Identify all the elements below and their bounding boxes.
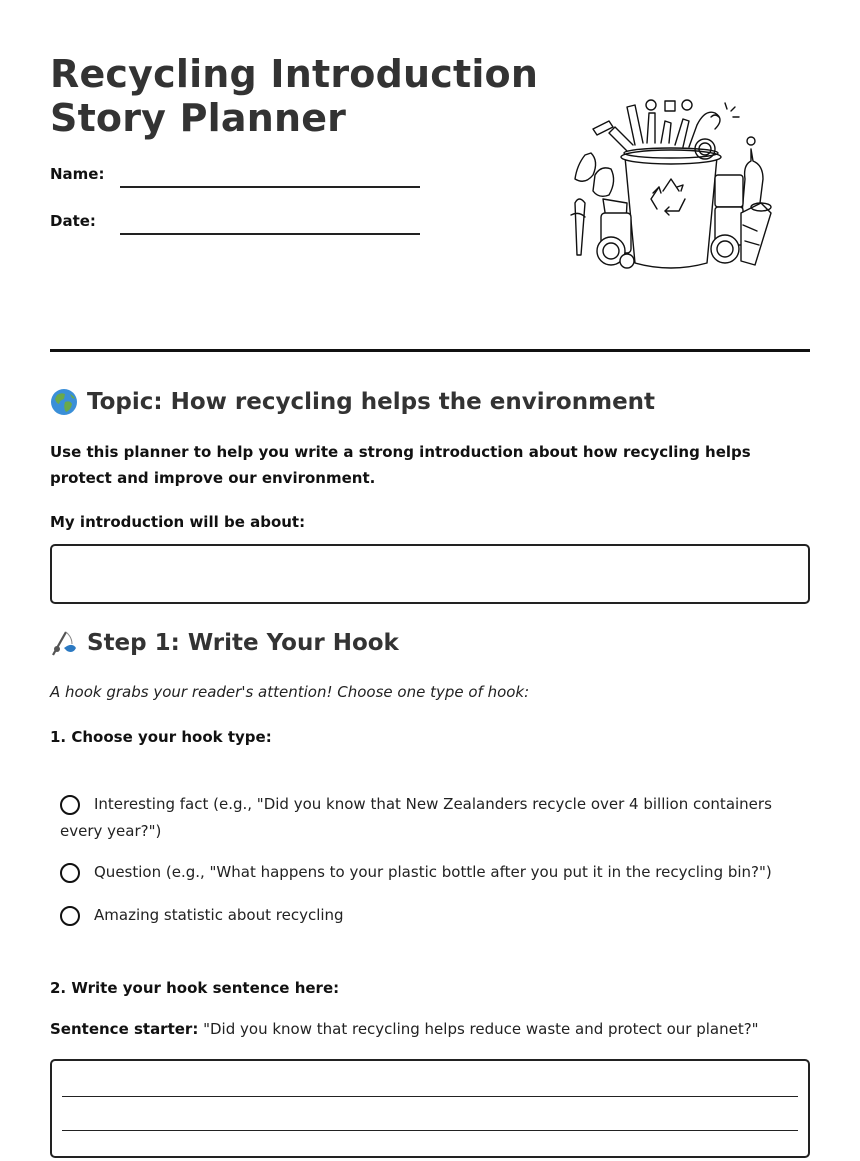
hook-option-fact[interactable] [60, 791, 780, 845]
step1-heading-text: Step 1: Write Your Hook [87, 630, 399, 656]
hook-option-statistic[interactable] [60, 902, 780, 929]
name-label: Name: [50, 165, 105, 183]
about-input-box[interactable] [50, 544, 810, 604]
choose-hook-label: 1. Choose your hook type: [50, 728, 272, 746]
hook-option-label: Interesting fact (e.g., "Did you know that New Zealanders recycle over 4 billion containers every year?") [60, 795, 772, 840]
date-label: Date: [50, 212, 96, 230]
topic-intro: Use this planner to help you write a strong introduction about how recycling helps protect and improve our environment. [50, 443, 751, 487]
hook-note: A hook grabs your reader's attention! Choose one type of hook: [50, 683, 530, 701]
globe-emoji-icon [50, 388, 78, 416]
sentence-starter [50, 1020, 759, 1038]
radio-circle[interactable] [60, 906, 80, 926]
write-hook-label: 2. Write your hook sentence here: [50, 979, 340, 997]
step1-heading [50, 629, 399, 657]
topic-heading [50, 388, 655, 416]
radio-circle[interactable] [60, 795, 80, 815]
hook-option-label: Amazing statistic about recycling [94, 906, 344, 924]
radio-circle[interactable] [60, 863, 80, 883]
hook-option-question[interactable] [60, 859, 780, 886]
name-write-line[interactable] [120, 186, 420, 188]
writing-line [62, 1096, 798, 1097]
header-divider [50, 349, 810, 352]
about-label: My introduction will be about: [50, 513, 306, 531]
page-title [50, 52, 538, 140]
title-line-2: Story Planner [50, 96, 347, 140]
hook-sentence-box[interactable] [50, 1059, 810, 1158]
name-field[interactable] [50, 165, 430, 195]
date-field[interactable] [50, 212, 430, 242]
recycling-bin-illustration [565, 95, 777, 275]
title-line-1: Recycling Introduction [50, 52, 539, 96]
hook-option-label: Question (e.g., "What happens to your plastic bottle after you put it in the recycling bin?") [94, 863, 772, 881]
date-write-line[interactable] [120, 233, 420, 235]
sentence-starter-label: Sentence starter: [50, 1020, 199, 1038]
topic-heading-text: Topic: How recycling helps the environment [87, 389, 656, 415]
sentence-starter-text: "Did you know that recycling helps reduce waste and protect our planet?" [203, 1020, 759, 1038]
fishing-pole-emoji-icon [50, 629, 78, 657]
writing-line [62, 1130, 798, 1131]
